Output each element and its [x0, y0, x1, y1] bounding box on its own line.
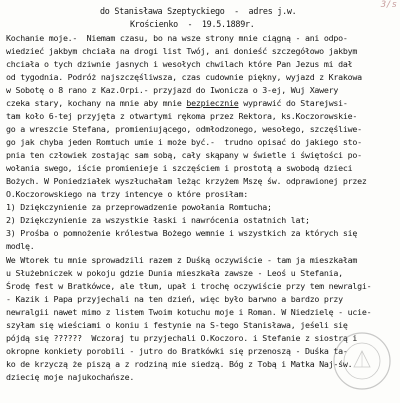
underlined-word: bezpiecznie — [186, 98, 239, 108]
body-line: u Służebniczek w pokoju gdzie Dunia mieszkała zawsze - Leoś u Stefania, — [6, 268, 343, 278]
list-item-1: 1) Dziękczynienie za przeprowadzenie powołania Romtucha; — [6, 202, 272, 212]
library-seal-stamp — [332, 331, 392, 391]
body-line: go a wreszcie Stefana, promieniującego, odmłodzonego, wesołego, szczęśliwe- — [6, 124, 362, 134]
body-line: We Wtorek tu mnie sprowadzili razem z Duśką oczywiście - tam ja mieszkałam — [6, 255, 358, 265]
body-line: okropne konkiety porobili - jutro do Bratkówki się przenoszą - Duśka ta- — [6, 346, 348, 356]
body-line: Kochanie moje.- Niemam czasu, bo na wsze strony mnie ciągną - ani odpo- — [6, 33, 348, 43]
body-line: pnia ten człowiek zostając sam sobą, cały skąpany w świetle i świętości po- — [6, 150, 362, 160]
body-line: pójdą się ?????? Wczoraj tu przyjechali O.Koczoro. i Stefanie z siostrą i — [6, 333, 358, 343]
body-line: newralgii nawet mimo z listem Twoim kotuchu moje i Roman. W Niedzielę - ucie- — [6, 307, 372, 317]
body-line: wiedzieć jakbym chciała na drogi list Twój, ani donieść szczegółowo jakbym — [6, 46, 358, 56]
body-line: ko de krzyczą że piszą a z rodziną mie siedzą. Bóg z Tobą i Matka Naj-św. — [6, 359, 353, 369]
body-line: chciała o tych dziwnie jasnych i wesołych chwilach które Pan Jezus mi dał — [6, 59, 353, 69]
body-line: tam koło 6-tej przyjęta z otwartymi rękoma przez Rektora, ks.Koczorowskie- — [6, 111, 358, 121]
list-item-3: 3) Prośba o pomnożenie królestwa Bożego wemnie i wszystkich za których się — [6, 228, 358, 238]
corner-archive-mark: 3/s — [380, 0, 397, 10]
list-item-2: 2) Dziękczynienie za wszystkie łaski i nawrócenia ostatnich lat; — [6, 215, 310, 225]
body-line: wołania swego, iście promienieje i szczęściem i prostotą a swobodą dzieci — [6, 163, 353, 173]
header-recipient: do Stanisława Szeptyckiego - adres j.w. — [100, 6, 297, 16]
body-line: czeka stary, kochany na mnie aby mnie bezpiecznie wyprawić do Starejwsi- — [6, 98, 348, 108]
header-place-date: Krościenko - 19.5.1889r. — [130, 19, 255, 29]
body-line: - Kazik i Papa przyjechali na ten dzień, więc było barwno a bardzo przy — [6, 294, 343, 304]
body-line: go jak chyba jeden Romtuch umie i może być.- trudno opisać do jakiego sto- — [6, 137, 362, 147]
body-line: O.Koczorowskiego na trzy intencye o które prosiłam: — [6, 189, 249, 199]
body-line: dziecię moje najukochańsze. — [6, 372, 135, 382]
body-line: Bożych. W Poniedziałek wyszłuchałam leżąc krzyżem Mszę św. odprawionej przez — [6, 176, 367, 186]
body-line: Środę fest w Bratkówce, ale tłum, upał i trochę oczywiście przy tem newralgi- — [6, 281, 372, 291]
body-line: w Sobotę o 8 rano z Kaz.Orpi.- przyjazd do Iwonicza o 3-ej, Wuj Xawery — [6, 85, 339, 95]
body-line: modlę. — [6, 241, 35, 251]
body-line: szyłam się wieściami o koniu i festynie na S-tego Stanisława, jeśeli się — [6, 320, 348, 330]
body-line: od tygodnia. Podróż najszczęśliwsza, czas cudownie piękny, wyjazd z Krakowa — [6, 72, 362, 82]
